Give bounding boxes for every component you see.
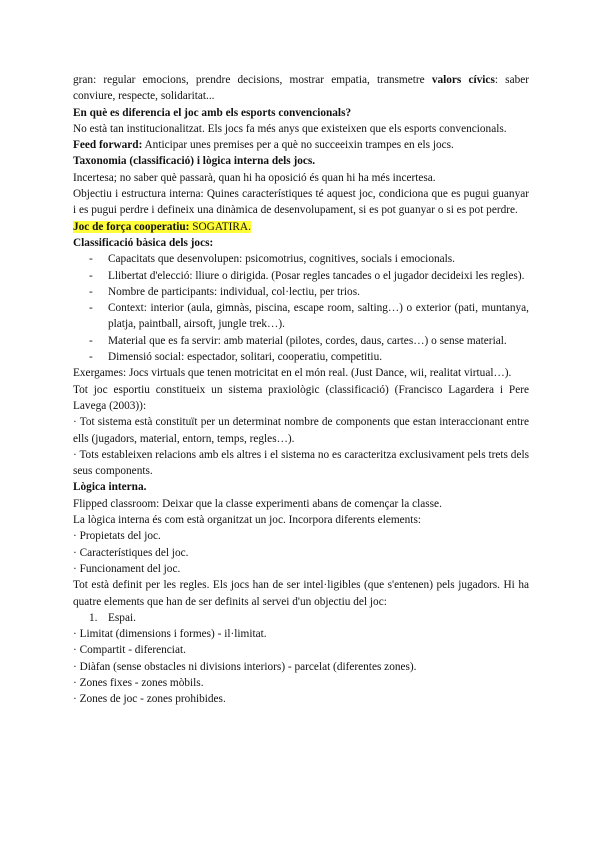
- paragraph-diafan: · Diàfan (sense obstacles ni divisions interiors) - parcelat (diferentes zones).: [73, 660, 417, 673]
- paragraph-relacions: · Tots estableixen relacions amb els altres i el sistema no es caracteritza exclusivament pels trets dels seus components.: [73, 448, 529, 478]
- list-item: [73, 610, 529, 626]
- intro-bold-text: valors cívics: [431, 74, 495, 86]
- paragraph-compartit: · Compartit - diferenciat.: [73, 644, 186, 657]
- paragraph-zones-fixes: · Zones fixes - zones mòbils.: [73, 676, 204, 689]
- numbered-list: [73, 610, 529, 626]
- feed-forward-label: Feed forward:: [73, 139, 143, 152]
- intro-text-1: gran: regular emocions, prendre decisions, mostrar empatia, transmetre: [73, 74, 432, 86]
- paragraph-incertesa: Incertesa; no saber què passarà, quan hi ha oposició és quan hi ha més incertesa.: [73, 171, 436, 184]
- paragraph-diferencia: No està tan institucionalitzat. Els jocs fa més anys que existeixen que els esports convencionals.: [73, 122, 507, 135]
- joc-forca-text: SOGATIRA.: [189, 220, 251, 233]
- paragraph-logica: La lògica interna és com està organitzat un joc. Incorpora diferents elements:: [73, 514, 421, 527]
- paragraph-funcionament: · Funcionament del joc.: [73, 562, 181, 575]
- joc-forca-paragraph: [73, 219, 529, 235]
- intro-text-2: : saber conviure, respecte, solidaritat...: [73, 74, 530, 103]
- heading-logica: Lògica interna.: [73, 481, 147, 494]
- highlight-joc-forca: [73, 221, 251, 233]
- list-item: - Material que es fa servir: amb material (pilotes, cordes, daus, cartes…) o sense material.: [73, 333, 529, 349]
- heading-taxonomia: Taxonomia (classificació) i lògica interna dels jocs.: [73, 155, 316, 168]
- paragraph-limitat: · Limitat (dimensions i formes) - il·limitat.: [73, 628, 267, 641]
- paragraph-flipped: Flipped classroom: Deixar que la classe experimenti abans de començar la classe.: [73, 497, 442, 510]
- feed-forward-text: Anticipar unes premises per a què no succeeixin trampes en els jocs.: [142, 139, 454, 152]
- heading-classificacio: Classificació bàsica dels jocs:: [73, 236, 214, 249]
- list-item-number: 1.: [89, 611, 98, 624]
- heading-diferencia: En què es diferencia el joc amb els esports convencionals?: [73, 106, 352, 119]
- paragraph-objectiu: Objectiu i estructura interna: Quines característiques té aquest joc, condiciona que es pugui guanyar i es pugui perdre i defineix una dinàmica de desenvolupament, si es pot guanyar o si es pot perdre.: [73, 188, 529, 217]
- paragraph-sistema: · Tot sistema està constituït per un determinat nombre de components que estan interaccionant entre ells (jugadors, material, entorn, temps, regles…).: [73, 416, 529, 445]
- list-item-label: Espai.: [108, 611, 136, 624]
- paragraph-zones-joc: · Zones de joc - zones prohibides.: [73, 693, 226, 706]
- paragraph-praxiologic: Tot joc esportiu constitueix un sistema praxiològic (classificació) (Francisco Lagardera i Pere Lavega (2003)):: [73, 383, 529, 412]
- joc-forca-label: Joc de força cooperatiu:: [73, 220, 190, 233]
- paragraph-exergames: Exergames: Jocs virtuals que tenen motricitat en el món real. (Just Dance, wii, realitat virtual…).: [73, 367, 512, 380]
- paragraph-caracteristiques: · Característiques del joc.: [73, 546, 189, 559]
- paragraph-regles: Tot està definit per les regles. Els jocs han de ser intel·ligibles (que s'entenen) pels jugadors. Hi ha quatre elements que han de ser definits al servei d'un objectiu del joc:: [73, 579, 529, 608]
- feed-forward-paragraph: [73, 137, 529, 153]
- list-item: - Dimensió social: espectador, solitari, cooperatiu, competitiu.: [73, 349, 529, 365]
- list-item: - Llibertat d'elecció: lliure o dirigida. (Posar regles tancades o el jugador decideixi les regles).: [73, 268, 529, 284]
- classification-list: [73, 251, 529, 365]
- list-item: - Capacitats que desenvolupen: psicomotrius, cognitives, socials i emocionals.: [73, 251, 529, 267]
- list-item: - Context: interior (aula, gimnàs, piscina, escape room, salting…) o exterior (pati, muntanya, platja, paintball, airsoft, jungle trek…).: [73, 300, 529, 333]
- list-item: - Nombre de participants: individual, col·lectiu, per trios.: [73, 284, 529, 300]
- intro-paragraph: [73, 72, 529, 105]
- paragraph-propietats: · Propietats del joc.: [73, 530, 161, 543]
